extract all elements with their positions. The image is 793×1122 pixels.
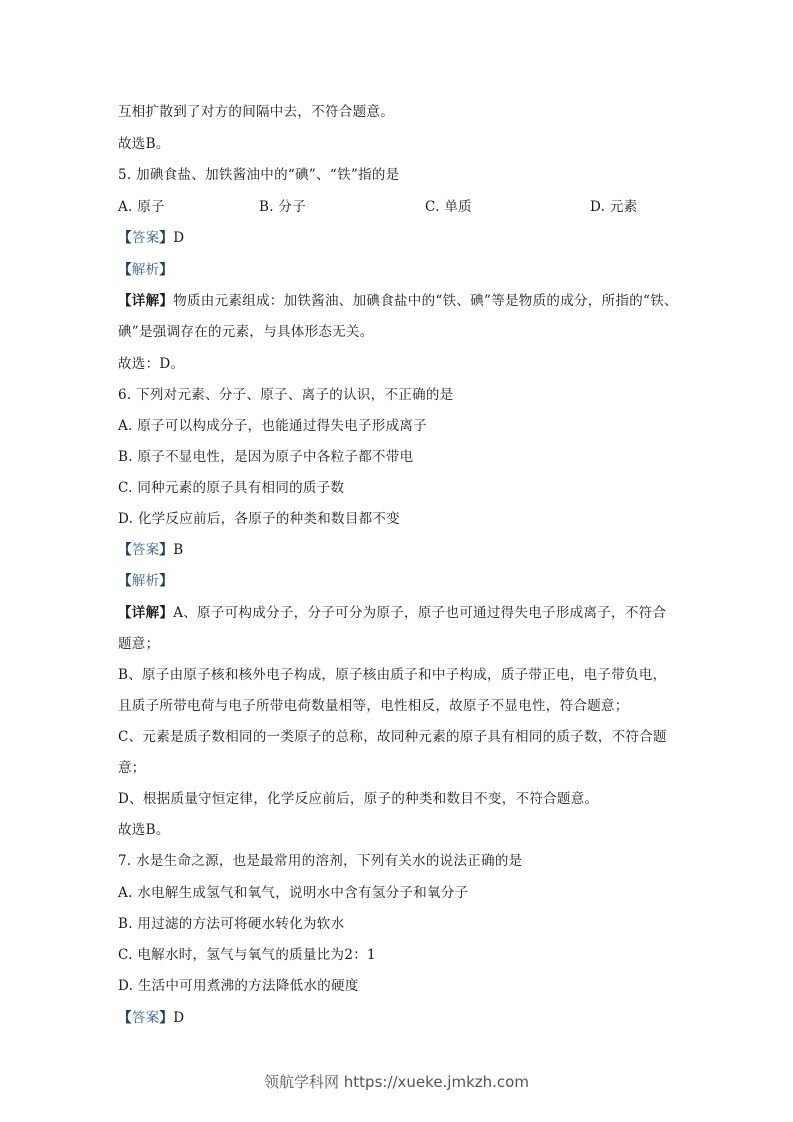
option-b: B. 用过滤的方法可将硬水转化为软水 <box>118 916 345 932</box>
analysis-line <box>118 572 173 590</box>
answer-label: 【答案】 <box>118 230 174 246</box>
analysis-label: 【解析】 <box>118 262 174 278</box>
option-b: B. 分子 <box>259 199 307 215</box>
answer-line <box>118 541 183 559</box>
option-c: C. 电解水时，氢气与氧气的质量比为2：1 <box>118 947 376 963</box>
answer-label: 【答案】 <box>118 1010 174 1026</box>
answer-value: D <box>173 1010 185 1026</box>
question-5-stem: 5. 加碘食盐、加铁酱油中的“碘”、“铁”指的是 <box>118 167 400 183</box>
detail-line: 意； <box>118 760 146 776</box>
detail-line: 【详解】A、原子可构成分子，分子可分为原子，原子也可通过得失电子形成离子，不符合 <box>118 605 667 621</box>
option-b: B. 原子不显电性，是因为原子中各粒子都不带电 <box>118 449 414 465</box>
option-c: C. 单质 <box>425 199 472 215</box>
answer-label: 【答案】 <box>118 542 174 558</box>
detail-line: D、根据质量守恒定律，化学反应前后，原子的种类和数目不变，不符合题意。 <box>118 791 599 807</box>
option-a: A. 水电解生成氢气和氧气，说明水中含有氢分子和氧分子 <box>118 885 469 901</box>
question-6-stem: 6. 下列对元素、分子、原子、离子的认识，不正确的是 <box>118 387 454 403</box>
option-a: A. 原子可以构成分子，也能通过得失电子形成离子 <box>118 418 428 434</box>
option-c: C. 同种元素的原子具有相同的质子数 <box>118 480 345 496</box>
option-d: D. 生活中可用煮沸的方法降低水的硬度 <box>118 978 359 994</box>
detail-label: 【详解】 <box>118 605 174 621</box>
detail-line: 且质子所带电荷与电子所带电荷数量相等，电性相反，故原子不显电性，符合题意； <box>118 698 629 714</box>
choose-line: 故选B。 <box>118 822 170 838</box>
detail-line: B、原子由原子核和核外电子构成，原子核由质子和中子构成，质子带正电，电子带负电， <box>118 667 667 683</box>
detail-line: 【详解】物质由元素组成：加铁酱油、加碘食盐中的“铁、碘”等是物质的成分，所指的“铁、 <box>118 293 678 309</box>
analysis-label: 【解析】 <box>118 573 174 589</box>
answer-line <box>118 1009 184 1027</box>
detail-label: 【详解】 <box>118 293 174 309</box>
answer-value: D <box>173 230 185 246</box>
option-d: D. 元素 <box>590 199 638 215</box>
paragraph: 互相扩散到了对方的间隔中去，不符合题意。 <box>118 104 394 120</box>
option-d: D. 化学反应前后，各原子的种类和数目都不变 <box>118 511 401 527</box>
footer-watermark: 领航学科网 https://xueke.jmkzh.com <box>264 1073 529 1091</box>
detail-line: C、元素是质子数相同的一类原子的总称，故同种元素的原子具有相同的质子数，不符合题 <box>118 729 667 745</box>
answer-line <box>118 229 184 247</box>
detail-line: 题意； <box>118 636 160 652</box>
question-7-stem: 7. 水是生命之源，也是最常用的溶剂，下列有关水的说法正确的是 <box>118 853 523 869</box>
choose-line: 故选B。 <box>118 136 170 152</box>
detail-line: 碘”是强调存在的元素，与具体形态无关。 <box>118 324 374 340</box>
analysis-line <box>118 261 173 279</box>
answer-value: B <box>173 542 184 558</box>
choose-line: 故选：D。 <box>118 356 185 372</box>
option-a: A. 原子 <box>118 199 165 215</box>
